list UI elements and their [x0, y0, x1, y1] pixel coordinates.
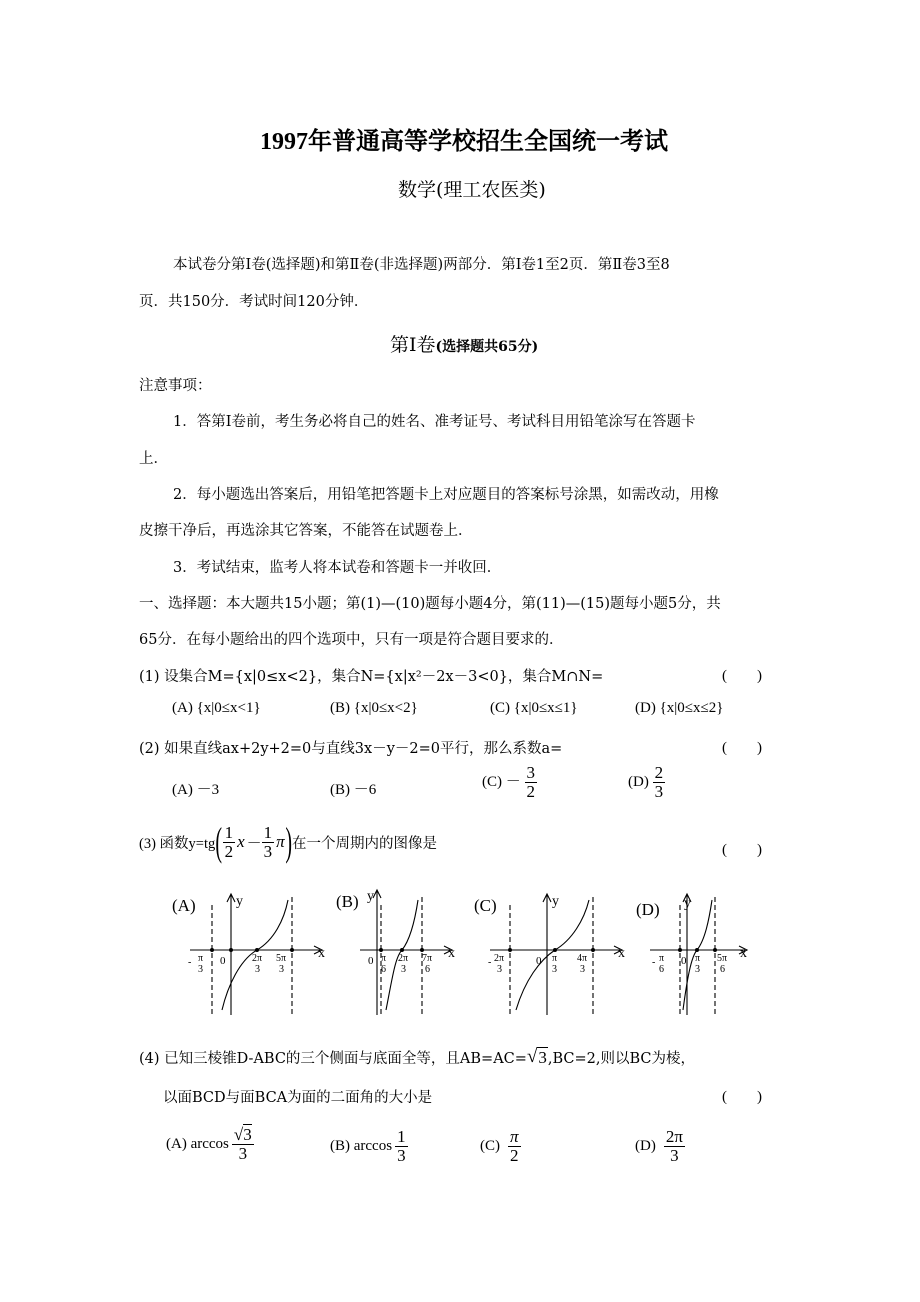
graph-b-tick-3-den: 6	[425, 964, 430, 975]
q2-stem: (2) 如果直线ax+2y+2=0与直线3x－y－2=0平行，那么系数a=	[139, 741, 563, 757]
fraction-denominator: 3	[397, 1145, 406, 1165]
graph-d-tick-1-den: 6	[659, 964, 664, 975]
graph-d-tick-1-num: π	[659, 953, 665, 964]
graph-c-dot-1	[508, 948, 512, 952]
fraction-numerator: 2π	[665, 1127, 683, 1146]
graph-b-tick-2-den: 3	[401, 964, 406, 975]
q4-option-b-label: (B) arccos	[330, 1137, 393, 1154]
q1-option-c: (C) {x|0≤x≤1}	[490, 700, 578, 716]
graph-c-tick-1-den: 3	[497, 964, 502, 975]
fraction-denominator: 2	[510, 1145, 519, 1165]
left-paren-icon: (	[215, 819, 223, 864]
graph-c-tick-2-den: 3	[552, 964, 557, 975]
graph-d-tick-2-den: 3	[695, 964, 700, 975]
graph-a-dot-2	[229, 948, 233, 952]
graph-d-tick-2-num: π	[695, 953, 701, 964]
fraction-numerator: π	[510, 1127, 519, 1146]
graph-c-origin: 0	[536, 955, 542, 967]
volume-heading	[390, 330, 538, 357]
q4-option-d-label: (D)	[635, 1137, 656, 1154]
graph-d-origin: 0	[681, 955, 687, 967]
intro-line-2: 页．共150分．考试时间120分钟．	[139, 294, 369, 310]
q2-option-b: (B) －6	[330, 782, 377, 798]
graph-a-x-label: x	[318, 946, 325, 961]
graph-a-tick-3-den: 3	[279, 964, 284, 975]
q3-frac-2	[262, 824, 275, 861]
q1-answer-paren: ( )	[722, 668, 762, 684]
graph-b-tick-2-num: 2π	[398, 953, 409, 964]
graph-a-tick-2-den: 3	[255, 964, 260, 975]
graph-c-tick-3-num: 4π	[577, 953, 588, 964]
q1-option-a: (A) {x|0≤x<1}	[172, 700, 261, 716]
section-1-line-1: 一、选择题：本大题共15小题；第(1)—(10)题每小题4分，第(11)—(15)题每小题5分，共	[139, 596, 721, 612]
note-1-line-1: 1．答第Ⅰ卷前，考生务必将自己的姓名、准考证号、考试科目用铅笔涂写在答题卡	[173, 414, 696, 430]
q3-answer-paren: ( )	[722, 842, 762, 858]
graph-c-tick-1-sign: -	[488, 957, 492, 968]
q1-option-b: (B) {x|0≤x<2}	[330, 700, 418, 716]
graph-d-label: (D)	[636, 900, 660, 919]
graph-b-x-label: x	[448, 946, 455, 961]
note-1-line-2: 上．	[139, 451, 168, 467]
graph-b-dot-1	[379, 948, 383, 952]
fraction-numerator: 3	[526, 763, 535, 782]
graph-a-dot-3	[255, 948, 259, 952]
q4-stem-part-1: (4) 已知三棱锥D-ABC的三个侧面与底面全等，且AB=AC=	[139, 1050, 527, 1067]
q3-pi: π	[276, 832, 285, 851]
graph-c-tick-3-den: 3	[580, 964, 585, 975]
graph-d-tick-3-den: 6	[720, 964, 725, 975]
graph-d-dot-2	[695, 948, 699, 952]
graph-a-origin: 0	[220, 955, 226, 967]
q4-option-c	[480, 1128, 521, 1165]
note-2-line-1: 2．每小题选出答案后，用铅笔把答题卡上对应题目的答案标号涂黑，如需改动，用橡	[173, 487, 719, 503]
graph-c-x-label: x	[618, 946, 625, 961]
q2-option-c	[482, 764, 537, 801]
fraction-numerator: 2	[654, 763, 664, 782]
q4-option-c-label: (C)	[480, 1137, 500, 1154]
q1-stem: (1) 设集合M={x|0≤x<2}，集合N={x|x²－2x－3<0}，集合M∩N=	[139, 669, 604, 685]
right-paren-icon: )	[285, 819, 292, 864]
q2-option-c-fraction	[525, 764, 538, 801]
q4-option-a	[166, 1126, 254, 1163]
graph-b-tick-3-num: 7π	[422, 953, 433, 964]
q3-stem-suffix: 在一个周期内的图像是	[292, 835, 437, 852]
graph-b-label: (B)	[336, 892, 359, 911]
graph-a-y-label: y	[236, 894, 243, 909]
fraction-numerator	[232, 1126, 254, 1145]
q3-stem-prefix: (3) 函数y=tg	[139, 835, 216, 852]
graph-d-tick-3-num: 5π	[717, 953, 728, 964]
graph-c-dot-3	[591, 948, 595, 952]
graph-c-dot-2	[553, 948, 557, 952]
graph-a-label: (A)	[172, 896, 196, 915]
q2-answer-paren: ( )	[722, 740, 762, 756]
page-title: 1997年普通高等学校招生全国统一考试	[260, 129, 668, 155]
note-2-line-2: 皮擦干净后，再选涂其它答案，不能答在试题卷上．	[139, 523, 473, 539]
q4-option-a-fraction	[232, 1126, 254, 1163]
q2-option-a: (A) －3	[172, 782, 220, 798]
q4-stem-line-2: 以面BCD与面BCA为面的二面角的大小是	[163, 1090, 433, 1106]
q4-option-b-fraction	[395, 1128, 408, 1165]
sqrt-icon: √	[233, 1125, 244, 1144]
q2-option-d-label: (D)	[628, 773, 649, 790]
graph-d-tick-1-sign: -	[652, 957, 656, 968]
graph-b-tick-1-den: 6	[381, 964, 386, 975]
q4-sqrt-value: 3	[538, 1048, 547, 1067]
q2-option-c-label: (C) －	[482, 773, 521, 790]
graph-b-dot-2	[400, 948, 404, 952]
graph-d-x-label: x	[740, 946, 747, 961]
graph-d-dot-1	[678, 948, 682, 952]
fraction-numerator: 1	[224, 822, 234, 842]
graph-a-dot-4	[290, 948, 294, 952]
volume-title: 第Ⅰ卷	[390, 334, 436, 356]
graph-a-tick-3-num: 5π	[276, 953, 287, 964]
fraction-denominator: 3	[654, 781, 664, 801]
page-subtitle: 数学(理工农医类)	[398, 179, 546, 201]
q4-stem-part-2: ,BC=2,则以BC为棱，	[547, 1050, 696, 1067]
graph-b-tick-1-num: π	[381, 953, 387, 964]
q1-option-d: (D) {x|0≤x≤2}	[635, 700, 724, 716]
fraction-denominator: 2	[224, 841, 234, 861]
section-1-line-2: 65分．在每小题给出的四个选项中，只有一项是符合题目要求的．	[139, 632, 564, 648]
fraction-numerator: 1	[397, 1127, 406, 1146]
graph-c-y-label: y	[552, 894, 559, 909]
q4-option-b	[330, 1128, 408, 1165]
q3-minus: －	[246, 835, 262, 852]
q3-stem	[139, 819, 437, 864]
graph-a-tick-1-den: 3	[198, 964, 203, 975]
fraction-numerator: 1	[263, 822, 273, 842]
graph-c-tick-1-num: 2π	[494, 953, 505, 964]
q3-frac-1	[223, 824, 236, 861]
graph-a-tick-1-sign: -	[188, 957, 192, 968]
note-3: 3．考试结束，监考人将本试卷和答题卡一并收回．	[173, 560, 502, 576]
fraction-denominator: 3	[238, 1143, 248, 1163]
volume-note: (选择题共65分)	[435, 339, 539, 355]
q4-option-a-label: (A) arccos	[166, 1135, 229, 1152]
graph-a-tick-1-num: π	[198, 953, 204, 964]
graph-a-tick-2-num: 2π	[252, 953, 263, 964]
q4-option-d-fraction	[664, 1128, 685, 1165]
q4-answer-paren: ( )	[722, 1089, 762, 1105]
q3-var-x: x	[237, 832, 245, 851]
sqrt-value: 3	[243, 1125, 252, 1144]
sqrt-icon: √ 3	[526, 1046, 547, 1067]
notes-heading: 注意事项：	[139, 378, 212, 394]
graph-b-origin: 0	[368, 955, 374, 967]
fraction-denominator: 3	[263, 841, 273, 861]
fraction-denominator: 2	[526, 781, 535, 801]
graph-d-y-label: y	[684, 896, 691, 911]
graph-c-label: (C)	[474, 896, 497, 915]
graph-b-y-label: y	[367, 889, 374, 904]
q4-stem-line-1	[139, 1046, 695, 1068]
intro-line-1: 本试卷分第Ⅰ卷(选择题)和第Ⅱ卷(非选择题)两部分．第Ⅰ卷1至2页．第Ⅱ卷3至8	[173, 257, 670, 273]
q4-option-c-fraction	[508, 1128, 521, 1165]
fraction-denominator: 3	[670, 1145, 679, 1165]
q3-graphs	[160, 885, 780, 1025]
q2-option-d	[628, 764, 665, 801]
q4-option-d	[635, 1128, 685, 1165]
graph-a-dot-1	[210, 948, 214, 952]
graph-d-dot-3	[713, 948, 717, 952]
q2-option-d-fraction	[653, 764, 666, 801]
graph-b-dot-3	[420, 948, 424, 952]
graph-c-tick-2-num: π	[552, 953, 558, 964]
